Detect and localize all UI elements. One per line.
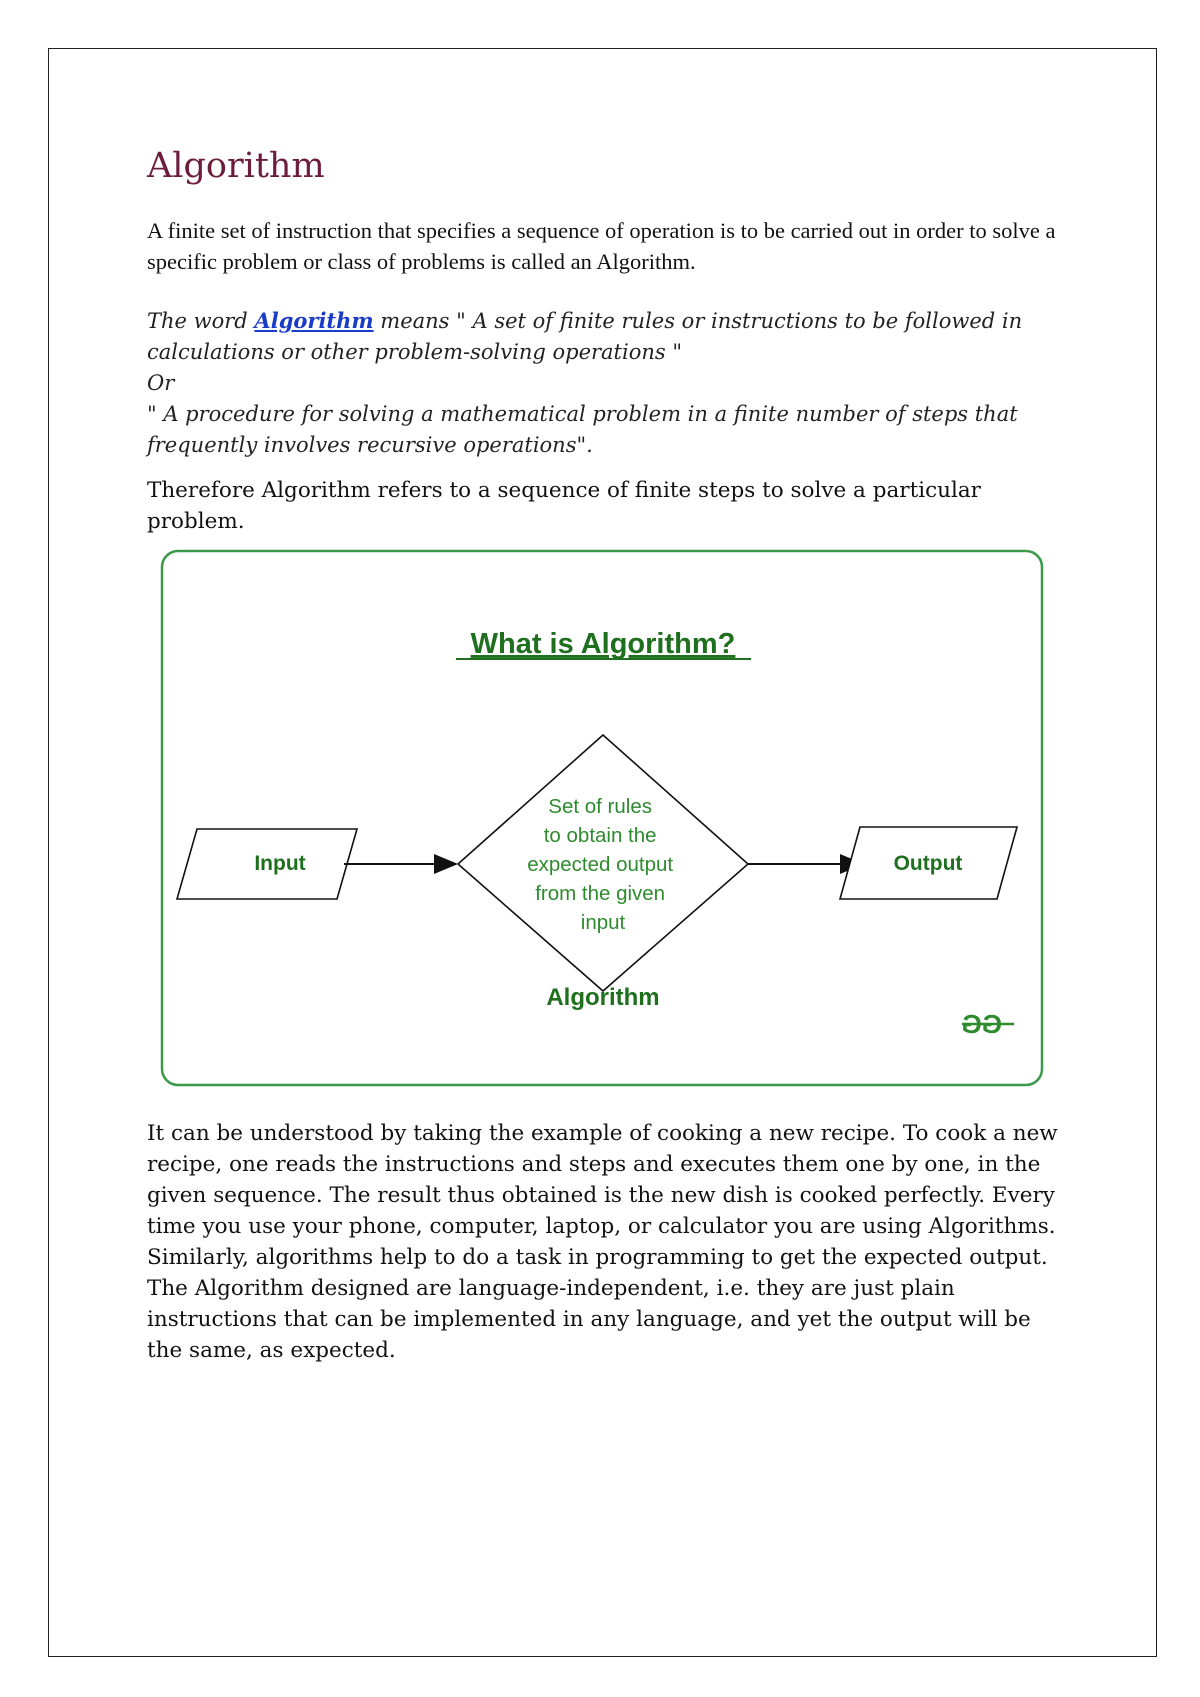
- output-label: Output: [893, 852, 963, 875]
- diagram-caption: Algorithm: [546, 984, 660, 1011]
- diamond-line-2: to obtain the: [543, 824, 657, 847]
- diamond-line-4: from the given: [535, 882, 666, 905]
- quote-prefix: The word: [147, 309, 255, 333]
- quote-line1-suffix: means " A set of finite rules or instructions to be followed in: [373, 309, 1023, 333]
- input-label: Input: [254, 852, 306, 875]
- therefore-paragraph: Therefore Algorithm refers to a sequence of finite steps to solve a particular problem.: [147, 478, 981, 534]
- algorithm-diagram: [160, 549, 1046, 1089]
- definition-quote: [147, 305, 1067, 461]
- quote-line-2: calculations or other problem-solving operations ": [147, 340, 682, 364]
- intro-paragraph: A finite set of instruction that specifies a sequence of operation is to be carried out in order to solve a specific problem or class of problems is called an Algorithm.: [147, 218, 1056, 274]
- algorithm-link[interactable]: Algorithm: [254, 308, 374, 333]
- quote-line-1: [147, 305, 1067, 337]
- logo-text: GG: [961, 1009, 1002, 1039]
- quote-or: Or: [147, 371, 175, 395]
- diagram-heading: What is Algorithm?: [470, 628, 736, 660]
- diamond-line-5: input: [580, 911, 626, 934]
- quote-line-4: " A procedure for solving a mathematical problem in a finite number of steps that: [147, 402, 1018, 426]
- diamond-line-3: expected output: [527, 853, 674, 876]
- page-title: Algorithm: [147, 146, 325, 186]
- quote-line-5: frequently involves recursive operations".: [147, 433, 593, 457]
- document-body: [147, 145, 1067, 537]
- explanation-section: [147, 1118, 1067, 1366]
- diamond-line-1: Set of rules: [548, 795, 652, 818]
- recipe-paragraph: It can be understood by taking the example of cooking a new recipe. To cook a new recipe, one reads the instructions and steps and executes them one by one, in the given sequence. The result thus obtained is the new dish is cooked perfectly. Every time you use your phone, computer, laptop, or calculator you are using Algorithms. Similarly, algorithms help to do a task in programming to get the expected output.: [147, 1121, 1058, 1270]
- diagram-svg: [160, 549, 1046, 1089]
- language-independent-paragraph: The Algorithm designed are language-independent, i.e. they are just plain instructions that can be implemented in any language, and yet the output will be the same, as expected.: [147, 1276, 1031, 1363]
